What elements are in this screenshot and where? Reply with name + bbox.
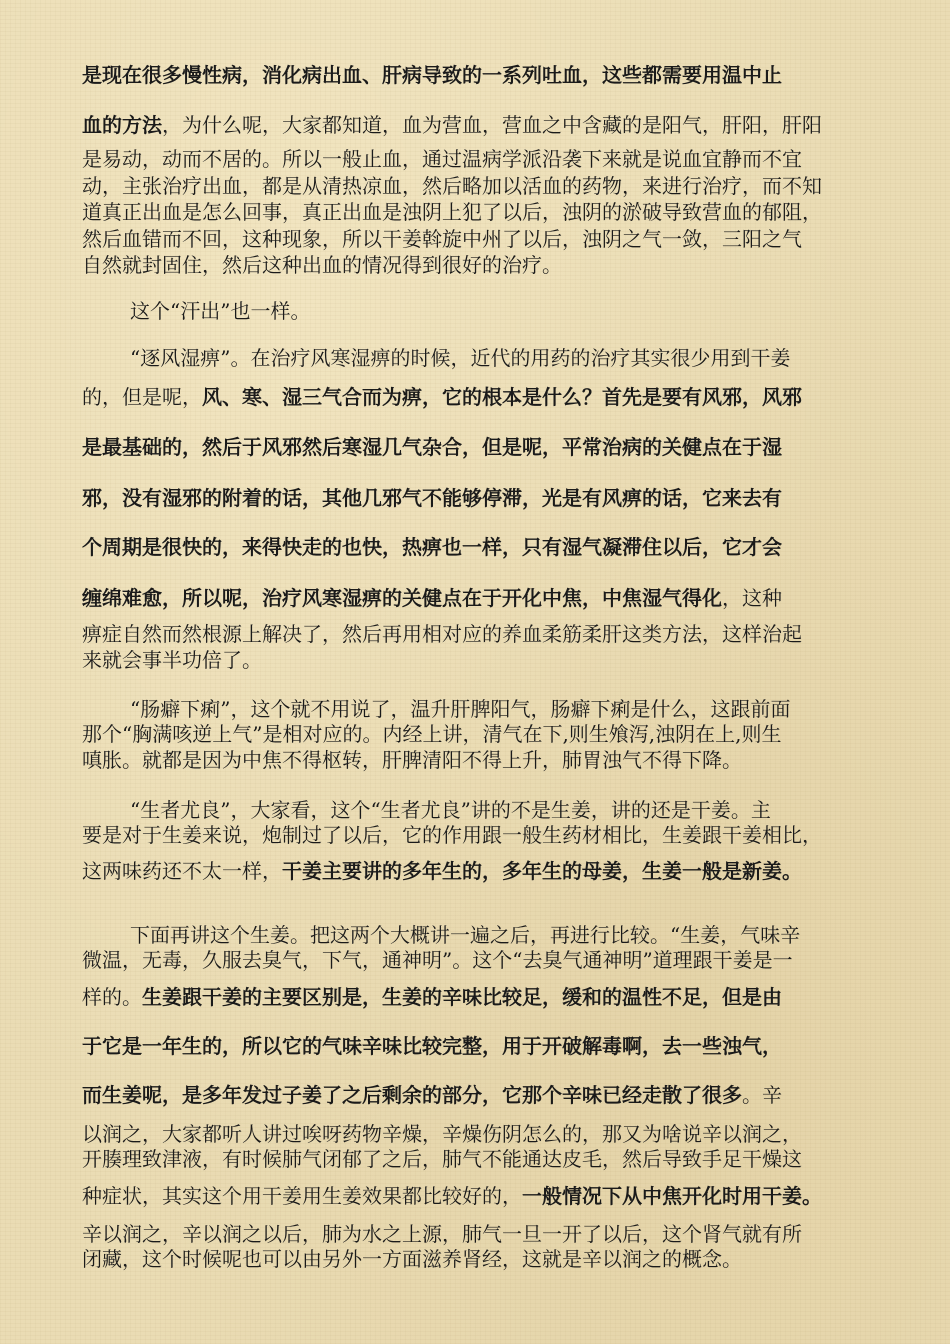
text-segment: 以润之，大家都听人讲过唉呀药物辛燥，辛燥伤阴怎么的，那又为啥说辛以润之， <box>82 1122 802 1146</box>
text-line <box>82 1121 872 1147</box>
text-line <box>130 696 872 722</box>
text-line <box>130 298 872 324</box>
text-line <box>82 1183 872 1209</box>
text-segment: 嗔胀。就都是因为中焦不得枢转，肝脾清阳不得上升，肺胃浊气不得下降。 <box>82 748 742 772</box>
text-line <box>82 534 872 560</box>
text-segment: 的，但是呢， <box>82 385 202 409</box>
text-segment: “生者尤良”，大家看，这个“生者尤良”讲的不是生姜，讲的还是干姜。主 <box>130 798 771 822</box>
bold-text-segment: 是现在很多慢性病，消化病出血、肝病导致的一系列吐血，这些都需要用温中止 <box>82 63 782 87</box>
bold-text-segment: 邪，没有湿邪的附着的话，其他几邪气不能够停滞，光是有风痹的话，它来去有 <box>82 486 782 510</box>
text-segment: 自然就封固住，然后这种出血的情况得到很好的治疗。 <box>82 253 562 277</box>
text-segment: 痹症自然而然根源上解决了，然后再用相对应的养血柔筋柔肝这类方法，这样治起 <box>82 622 802 646</box>
text-line <box>82 621 872 647</box>
text-segment: 辛以润之，辛以润之以后，肺为水之上源，肺气一旦一开了以后，这个肾气就有所 <box>82 1222 802 1246</box>
text-line <box>82 434 872 460</box>
text-line <box>82 1082 872 1108</box>
text-line <box>82 226 872 252</box>
text-line <box>130 797 872 823</box>
text-segment: 然后血错而不回，这种现象，所以干姜斡旋中州了以后，浊阴之气一敛，三阳之气 <box>82 227 802 251</box>
text-segment: 这两味药还不太一样， <box>82 859 282 883</box>
text-line <box>82 146 872 172</box>
text-segment: 下面再讲这个生姜。把这两个大概讲一遍之后，再进行比较。“生姜，气味辛 <box>130 923 801 947</box>
text-segment: 闭藏，这个时候呢也可以由另外一方面滋养肾经，这就是辛以润之的概念。 <box>82 1247 742 1271</box>
text-line <box>82 858 872 884</box>
text-segment: 这个“汗出”也一样。 <box>130 299 311 323</box>
text-line <box>82 1246 872 1272</box>
text-line <box>82 747 872 773</box>
text-line <box>82 1033 872 1059</box>
bold-text-segment: 干姜主要讲的多年生的，多年生的母姜，生姜一般是新姜。 <box>282 859 802 883</box>
text-segment: 。辛 <box>742 1083 782 1107</box>
text-line <box>82 173 872 199</box>
text-segment: 要是对于生姜来说，炮制过了以后，它的作用跟一般生药材相比，生姜跟干姜相比， <box>82 823 822 847</box>
text-line <box>82 1221 872 1247</box>
text-segment: ，这种 <box>722 586 782 610</box>
text-line <box>82 485 872 511</box>
bold-text-segment: 个周期是很快的，来得快走的也快，热痹也一样，只有湿气凝滞住以后，它才会 <box>82 535 782 559</box>
text-line <box>82 647 872 673</box>
bold-text-segment: 于它是一年生的，所以它的气味辛味比较完整，用于开破解毒啊，去一些浊气， <box>82 1034 782 1058</box>
text-segment: “逐风湿痹”。在治疗风寒湿痹的时候，近代的用药的治疗其实很少用到干姜 <box>130 346 791 370</box>
text-line <box>82 112 872 138</box>
text-segment: 那个“胸满咳逆上气”是相对应的。内经上讲，清气在下,则生飧泻,浊阴在上,则生 <box>82 722 782 746</box>
text-segment: ，为什么呢，大家都知道，血为营血，营血之中含藏的是阳气，肝阳，肝阳 <box>162 113 822 137</box>
bold-text-segment: 生姜跟干姜的主要区别是，生姜的辛味比较足，缓和的温性不足，但是由 <box>142 985 782 1009</box>
text-segment: “肠癖下痢”，这个就不用说了，温升肝脾阳气，肠癖下痢是什么，这跟前面 <box>130 697 791 721</box>
text-segment: 开腠理致津液，有时候肺气闭郁了之后，肺气不能通达皮毛，然后导致手足干燥这 <box>82 1147 802 1171</box>
bold-text-segment: 而生姜呢，是多年发过子姜了之后剩余的部分，它那个辛味已经走散了很多 <box>82 1083 742 1107</box>
text-segment: 是易动，动而不居的。所以一般止血，通过温病学派沿袭下来就是说血宜静而不宜 <box>82 147 802 171</box>
text-segment: 微温，无毒，久服去臭气，下气，通神明”。这个“去臭气通神明”道理跟干姜是一 <box>82 948 793 972</box>
text-line <box>82 822 872 848</box>
text-line <box>82 585 872 611</box>
text-line <box>82 62 872 88</box>
bold-text-segment: 缠绵难愈，所以呢，治疗风寒湿痹的关健点在于开化中焦，中焦湿气得化 <box>82 586 722 610</box>
text-line <box>82 199 872 225</box>
bold-text-segment: 是最基础的，然后于风邪然后寒湿几气杂合，但是呢，平常治病的关健点在于湿 <box>82 435 782 459</box>
text-segment: 动，主张治疗出血，都是从清热凉血，然后略加以活血的药物，来进行治疗，而不知 <box>82 174 822 198</box>
text-line <box>82 947 872 973</box>
bold-text-segment: 血的方法 <box>82 113 162 137</box>
text-line <box>82 384 872 410</box>
text-segment: 种症状，其实这个用干姜用生姜效果都比较好的， <box>82 1184 522 1208</box>
bold-text-segment: 风、寒、湿三气合而为痹，它的根本是什么？首先是要有风邪，风邪 <box>202 385 802 409</box>
text-line <box>130 345 872 371</box>
text-line <box>130 922 872 948</box>
text-segment: 来就会事半功倍了。 <box>82 648 262 672</box>
text-segment: 道真正出血是怎么回事，真正出血是浊阴上犯了以后，浊阴的淤破导致营血的郁阻， <box>82 200 822 224</box>
text-line <box>82 252 872 278</box>
text-segment: 样的。 <box>82 985 142 1009</box>
text-line <box>82 721 872 747</box>
text-line <box>82 984 872 1010</box>
text-line <box>82 1146 872 1172</box>
bold-text-segment: 一般情况下从中焦开化时用干姜。 <box>522 1184 822 1208</box>
